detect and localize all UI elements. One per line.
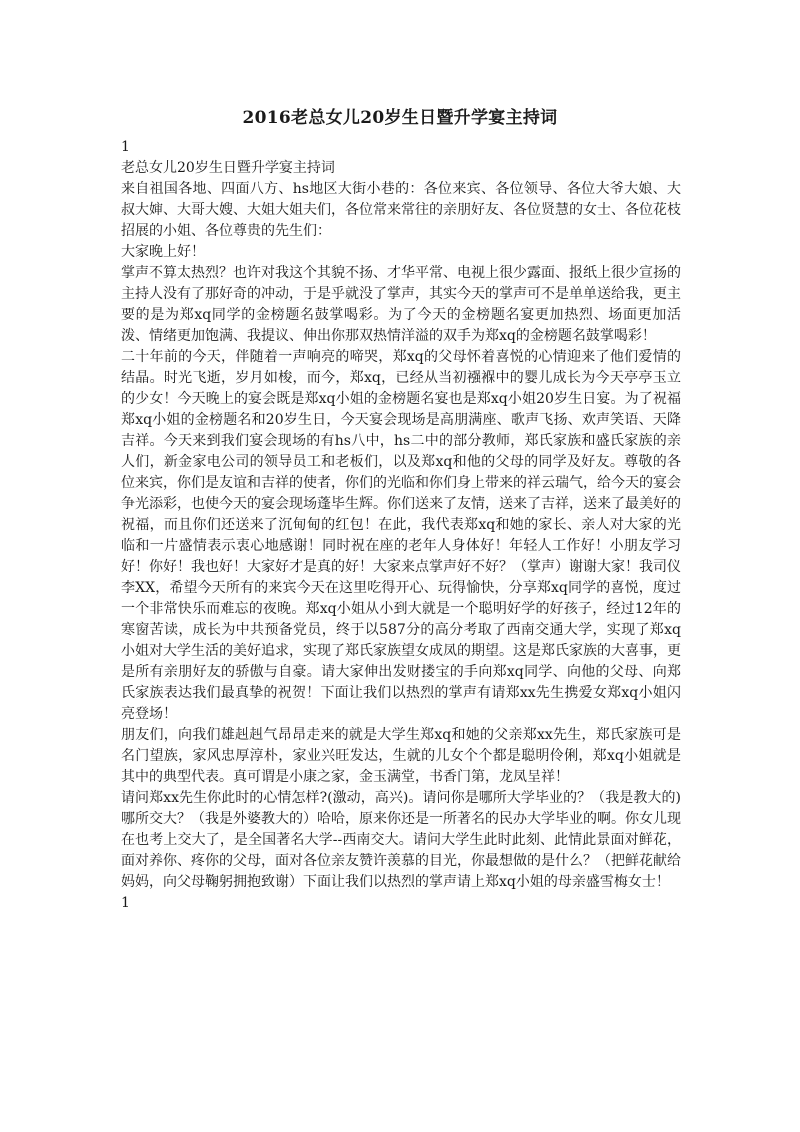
- paragraph-interview: 请问郑xx先生你此时的心情怎样?(激动，高兴)。请问你是哪所大学毕业的？（我是教大的)哪所交大？（我是外婆教大的）哈哈，原来你还是一所著名的民办大学毕业的啊。你女儿现在也考上交大了，是全国著名大学--西南交大。请问大学生此时此刻、此情此景面对鲜花，面对养你、疼你的父母，面对各位亲友赞许羡慕的目光，你最想做的是什么？（把鲜花献给妈妈，向父母鞠躬拥抱致谢）下面让我们以热烈的掌声请上郑xq小姐的母亲盛雪梅女士！: [121, 790, 681, 890]
- page-number-top: 1: [121, 139, 130, 155]
- paragraph-subtitle: 老总女儿20岁生日暨升学宴主持词: [121, 160, 335, 176]
- paragraph-applause: 掌声不算太热烈？也许对我这个其貌不扬、才华平常、电视上很少露面、报纸上很少宣扬的主持人没有了那好奇的冲动，于是乎就没了掌声，其实今天的掌声可不是单单送给我，更主要的是为郑xq同学的金榜题名鼓掌喝彩。为了今天的金榜题名宴更加热烈、场面更加活泼、情绪更加饱满、我提议、伸出你那双热情洋溢的双手为郑xq的金榜题名鼓掌喝彩！: [121, 265, 681, 344]
- paragraph-twenty-years-ago: 二十年前的今天，伴随着一声响亮的啼哭，郑xq的父母怀着喜悦的心情迎来了他们爱情的结晶。时光飞逝，岁月如梭，而今，郑xq，已经从当初襁褓中的婴儿成长为今天亭亭玉立的少女！今天晚上的宴会既是郑xq小姐的金榜题名宴也是郑xq小姐20岁生日宴。为了祝福郑xq小姐的金榜题名和20岁生日，今天宴会现场是高朋满座、歌声飞扬、欢声笑语、天降吉祥。今天来到我们宴会现场的有hs八中，hs二中的部分教师，郑氏家族和盛氏家族的亲人们，新金家电公司的领导员工和老板们，以及郑xq和他的父母的同学及好友。尊敬的各位来宾，你们是友谊和吉祥的使者，你们的光临和你们身上带来的祥云瑞气，给今天的宴会争光添彩，也使今天的宴会现场蓬毕生辉。你们送来了友情，送来了吉祥，送来了最美好的祝福，而且你们还送来了沉甸甸的红包！在此，我代表郑xq和她的家长、亲人对大家的光临和一片盛情表示衷心地感谢！同时祝在座的老年人身体好！年轻人工作好！小朋友学习好！你好！我也好！大家好才是真的好！大家来点掌声好不好？（掌声）谢谢大家！我司仪李XX，希望今天所有的来宾今天在这里吃得开心、玩得愉快，分享郑xq同学的喜悦，度过一个非常快乐而难忘的夜晚。郑xq小姐从小到大就是一个聪明好学的好孩子，经过12年的寒窗苦读，成长为中共预备党员，终于以587分的高分考取了西南交通大学，实现了郑xq小姐对大学生活的美好追求，实现了郑氏家族望女成凤的期望。这是郑氏家族的大喜事，更是所有亲朋好友的骄傲与自豪。请大家伸出发财搂宝的手向郑xq同学、向他的父母、向郑氏家族表达我们最真挚的祝贺！下面让我们以热烈的掌声有请郑xx先生携爱女郑xq小姐闪亮登场！: [121, 349, 681, 722]
- paragraph-greeting-list: 来自祖国各地、四面八方、hs地区大街小巷的：各位来宾、各位领导、各位大爷大娘、大叔大婶、大哥大嫂、大姐大姐夫们，各位常来常往的亲朋好友、各位贤慧的女士、各位花枝招展的小姐、各位尊贵的先生们：: [121, 181, 681, 239]
- paragraph-good-evening: 大家晚上好！: [121, 244, 205, 260]
- document-title: 2016老总女儿20岁生日暨升学宴主持词: [242, 108, 558, 128]
- document-body: [121, 137, 681, 914]
- paragraph-friends: 朋友们，向我们雄赳赳气昂昂走来的就是大学生郑xq和她的父亲郑xx先生，郑氏家族可是名门望族，家风忠厚淳朴，家业兴旺发达，生就的儿女个个都是聪明伶俐，郑xq小姐就是其中的典型代表。真可谓是小康之家，金玉满堂，书香门第，龙凤呈祥！: [121, 727, 681, 785]
- page-number-bottom: 1: [121, 895, 130, 911]
